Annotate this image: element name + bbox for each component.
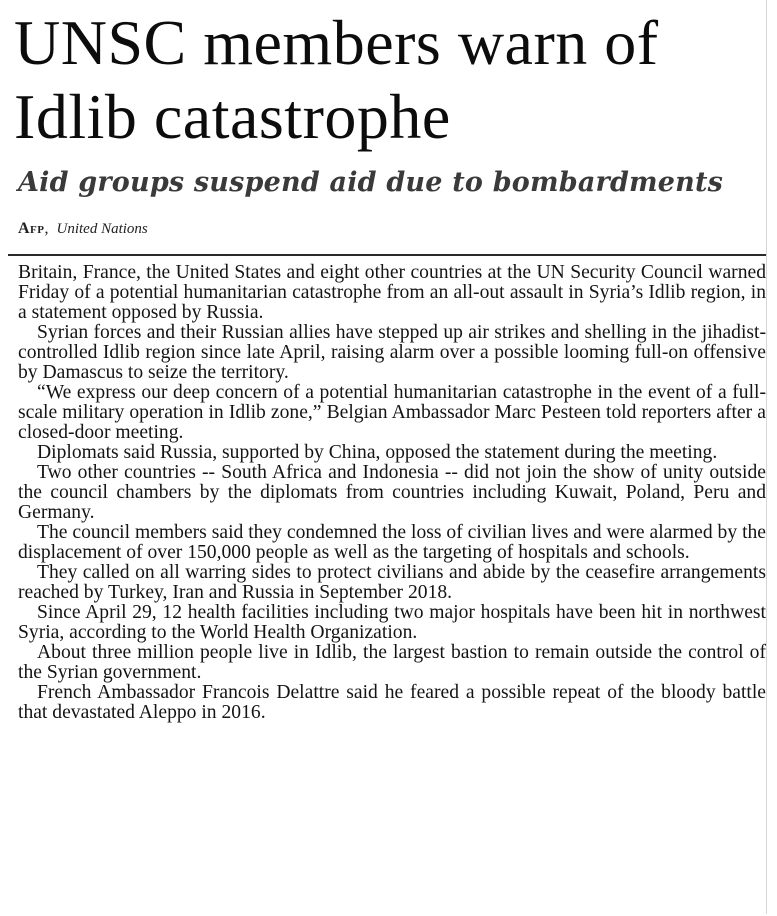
body-paragraph: Two other countries -- South Africa and Indonesia -- did not join the show of unity outside the council chambers by the diplomats from countries including Kuwait, Poland, Peru and Germany. [18,462,766,523]
article-body [18,263,766,723]
body-paragraph: French Ambassador Francois Delattre said he feared a possible repeat of the bloody battle that devastated Aleppo in 2016. [18,682,766,723]
body-paragraph: The council members said they condemned the loss of civilian lives and were alarmed by the displacement of over 150,000 people as well as the targeting of hospitals and schools. [18,522,766,563]
byline-agency: Afp [18,220,45,237]
article-subheadline: Aid groups suspend aid due to bombardments [18,167,724,198]
body-paragraph: About three million people live in Idlib, the largest bastion to remain outside the control of the Syrian government. [18,642,766,683]
body-paragraph: “We express our deep concern of a potential humanitarian catastrophe in the event of a full-scale military operation in Idlib zone,” Belgian Ambassador Marc Pesteen told reporters after a closed-door meeting. [18,382,766,443]
body-paragraph: Since April 29, 12 health facilities including two major hospitals have been hit in northwest Syria, according to the World Health Organization. [18,602,766,643]
body-paragraph: Britain, France, the United States and eight other countries at the UN Security Council warned Friday of a potential humanitarian catastrophe from an all-out assault in Syria’s Idlib region, in a statement opposed by Russia. [18,262,766,323]
byline-dateline: United Nations [56,221,148,237]
body-paragraph: They called on all warring sides to protect civilians and abide by the ceasefire arrangements reached by Turkey, Iran and Russia in September 2018. [18,562,766,603]
article-byline [18,220,148,244]
section-divider [8,254,766,256]
body-paragraph: Syrian forces and their Russian allies have stepped up air strikes and shelling in the jihadist-controlled Idlib region since late April, raising alarm over a possible looming full-on offensive by Damascus to seize the territory. [18,322,766,383]
body-paragraph: Diplomats said Russia, supported by China, opposed the statement during the meeting. [37,442,718,463]
byline-separator: , [44,220,49,237]
article-headline: UNSC members warn of Idlib catastrophe [14,7,659,152]
